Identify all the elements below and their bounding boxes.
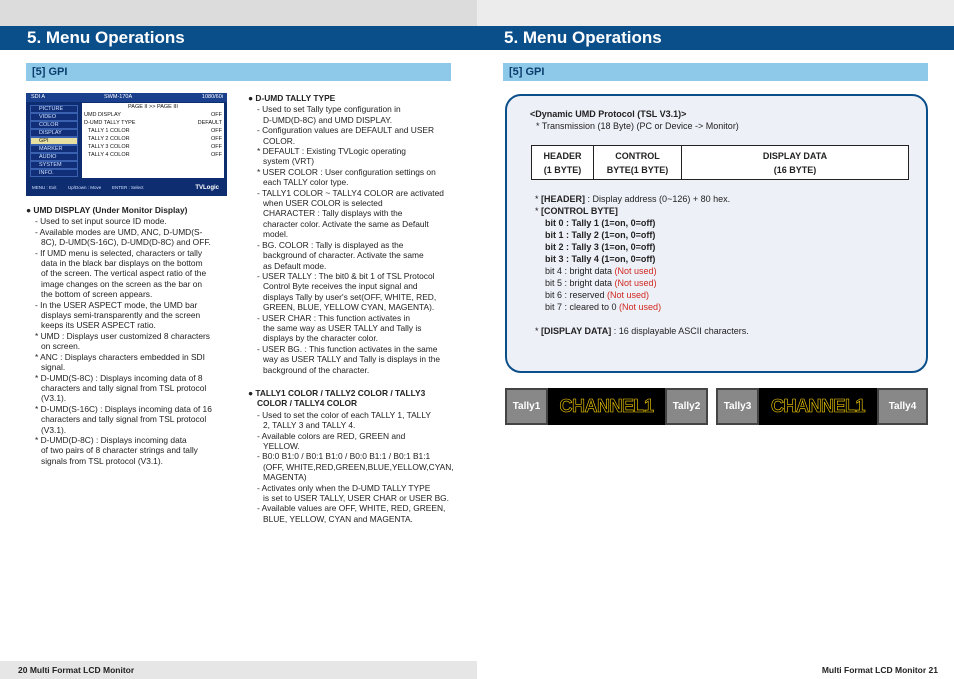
- protocol-sub: * Transmission (18 Byte) (PC or Device -> Monitor): [536, 121, 739, 131]
- text-line: - Used to set the color of each TALLY 1, TALLY: [257, 409, 431, 420]
- menu-row-key: TALLY 2 COLOR: [88, 136, 130, 142]
- star-icon: *: [535, 194, 539, 204]
- table-cell-control: [594, 146, 682, 179]
- bit-line: bit 3 : Tally 4 (1=on, 0=off): [545, 254, 656, 264]
- text-line: - In the USER ASPECT mode, the UMD bar: [35, 299, 198, 310]
- menu-row-value: OFF: [211, 144, 222, 150]
- menu-item-audio[interactable]: AUDIO: [30, 153, 78, 161]
- footer-left: 20 Multi Format LCD Monitor: [0, 661, 477, 679]
- menu-row-value: OFF: [211, 112, 222, 118]
- menu-foot-move: Up/Down : Move: [68, 185, 102, 190]
- menu-foot-select: ENTER : Select: [112, 185, 144, 190]
- text-line: - Activates only when the D-UMD TALLY TYPE: [257, 482, 431, 493]
- text-line: * ANC : Displays characters embedded in SDI: [35, 351, 205, 362]
- text-line: data in the black bar displays on the bottom: [41, 258, 203, 269]
- menu-row[interactable]: [82, 127, 224, 135]
- text-line: - Configuration values are DEFAULT and USER: [257, 125, 435, 136]
- text-line: Control Byte receives the input signal and: [263, 281, 418, 292]
- text-line: model.: [263, 229, 289, 240]
- bit-text: bit 7 : cleared to 0: [545, 302, 620, 312]
- menu-item-video[interactable]: VIDEO: [30, 113, 78, 121]
- bullet-icon: ●: [248, 93, 254, 103]
- cell-line: (16 BYTE): [773, 165, 817, 175]
- table-cell-display: [682, 146, 908, 179]
- menu-item-color[interactable]: COLOR: [30, 121, 78, 129]
- text-line: D-UMD(D-8C) and UMD DISPLAY.: [263, 114, 393, 125]
- menu-row-key: D-UMD TALLY TYPE: [84, 120, 136, 126]
- text-line: background of character. Activate the same: [263, 250, 424, 261]
- menu-row[interactable]: [82, 135, 224, 143]
- not-used-text: (Not used): [619, 302, 662, 312]
- text-line: system (VRT): [263, 156, 315, 167]
- menu-row-key: TALLY 4 COLOR: [88, 152, 130, 158]
- header-desc: : Display address (0~126) + 80 hex.: [585, 194, 731, 204]
- bit-line: bit 2 : Tally 3 (1=on, 0=off): [545, 242, 656, 252]
- text-line: * UMD : Displays user customized 8 characters: [35, 330, 210, 341]
- text-line: of the screen. The vertical aspect ratio of the: [41, 268, 207, 279]
- cell-line: HEADER: [543, 151, 582, 161]
- text-line: on screen.: [41, 341, 81, 352]
- tally-color-title: TALLY1 COLOR / TALLY2 COLOR / TALLY3: [255, 388, 426, 398]
- menu-model: SWM-170A: [104, 94, 133, 100]
- menu-row-value: OFF: [211, 136, 222, 142]
- table-cell-header: [532, 146, 594, 179]
- not-used-text: (Not used): [614, 278, 657, 288]
- section-title-right: [5] GPI: [503, 63, 928, 81]
- menu-row-value: OFF: [211, 152, 222, 158]
- page-title-left: 5. Menu Operations: [0, 26, 477, 50]
- section-title-left: [5] GPI: [26, 63, 451, 81]
- text-line: of two pairs of 8 character strings and tally: [41, 445, 198, 456]
- tally4-box: Tally4: [877, 388, 928, 425]
- text-line: as Default mode.: [263, 260, 327, 271]
- dumd-tally-title: D-UMD TALLY TYPE: [255, 93, 336, 103]
- text-line: - Available values are OFF, WHITE, RED, GREEN,: [257, 503, 446, 514]
- menu-side: [30, 105, 78, 177]
- bit-line: bit 0 : Tally 1 (1=on, 0=off): [545, 218, 656, 228]
- umd-display-title: UMD DISPLAY (Under Monitor Display): [33, 205, 188, 215]
- text-line: - Available modes are UMD, ANC, D-UMD(S-: [35, 226, 203, 237]
- text-line: * DEFAULT : Existing TVLogic operating: [257, 146, 406, 157]
- text-line: displays Tally by user's set(OFF, WHITE, RED,: [263, 291, 437, 302]
- menu-row-value: OFF: [211, 128, 222, 134]
- menu-item-system[interactable]: SYSTEM: [30, 161, 78, 169]
- menu-row-key: UMD DISPLAY: [84, 112, 121, 118]
- dumd-tally-body: [248, 104, 456, 375]
- text-line: background of the character.: [263, 364, 370, 375]
- menu-foot-exit: MENU : Exit: [32, 185, 57, 190]
- menu-screenshot: [26, 93, 227, 196]
- text-line: way as USER TALLY and Tally is displays in the: [263, 354, 441, 365]
- text-line: displays by the character color.: [263, 333, 378, 344]
- text-line: characters and tally signal from TSL protocol: [41, 382, 207, 393]
- menu-page: PAGE II >> PAGE III: [128, 104, 178, 110]
- channel-box-2: CHANNEL1: [759, 388, 877, 425]
- text-line: - Used to set input source ID mode.: [35, 216, 167, 227]
- bit-line: [545, 289, 915, 301]
- bit-text: bit 5 : bright data: [545, 278, 615, 288]
- menu-item-picture[interactable]: PICTURE: [30, 105, 78, 113]
- cell-line: BYTE(1 BYTE): [606, 165, 669, 175]
- page-title-right: 5. Menu Operations: [477, 26, 954, 50]
- umd-display-section: [26, 205, 231, 466]
- menu-row-value: DEFAULT: [197, 120, 222, 126]
- tally-color-title-2: COLOR / TALLY4 COLOR: [257, 398, 358, 409]
- text-line: displays semi-transparently and the screen: [41, 310, 201, 321]
- text-line: 2, TALLY 3 and TALLY 4.: [263, 420, 356, 431]
- text-line: the bottom of screen appears.: [41, 289, 153, 300]
- menu-row[interactable]: [82, 119, 224, 127]
- header-label: [HEADER]: [541, 194, 586, 204]
- bit-line: [545, 277, 915, 289]
- text-line: - TALLY1 COLOR ~ TALLY4 COLOR are activated: [257, 187, 444, 198]
- text-line: is set to USER TALLY, USER CHAR or USER BG.: [263, 493, 450, 504]
- menu-item-marker[interactable]: MARKER: [30, 145, 78, 153]
- protocol-details: [535, 193, 915, 337]
- text-line: * D-UMD(S-16C) : Displays incoming data of 16: [35, 403, 212, 414]
- text-line: BLUE, YELLOW, CYAN and MAGENTA.: [263, 513, 413, 524]
- text-line: GREEN, BLUE, YELLOW CYAN, MAGENTA).: [263, 302, 435, 313]
- text-line: YELLOW.: [263, 441, 300, 452]
- text-line: CHARACTER : Tally displays with the: [263, 208, 403, 219]
- text-line: * USER COLOR : User configuration settings on: [257, 166, 436, 177]
- text-line: * D-UMD(D-8C) : Displays incoming data: [35, 434, 187, 445]
- text-line: (V3.1).: [41, 424, 67, 435]
- bit-line: bit 1 : Tally 2 (1=on, 0=off): [545, 230, 656, 240]
- text-line: MAGENTA): [263, 472, 307, 483]
- text-line: characters and tally signal from TSL protocol: [41, 414, 207, 425]
- menu-item-display[interactable]: DISPLAY: [30, 129, 78, 137]
- star-icon: *: [535, 326, 539, 336]
- text-line: COLOR.: [263, 135, 296, 146]
- top-strip-right: [477, 0, 954, 26]
- text-line: - B0:0 B1:0 / B0:1 B1:0 / B0:0 B1:1 / B0:1 B1:1: [257, 451, 431, 462]
- tally3-box: Tally3: [716, 388, 759, 425]
- bit-text: bit 6 : reserved: [545, 290, 608, 300]
- protocol-table: [531, 145, 909, 180]
- protocol-header: [530, 108, 910, 132]
- text-line: - Used to set Tally type configuration in: [257, 104, 401, 115]
- text-line: keeps its USER ASPECT ratio.: [41, 320, 156, 331]
- menu-panel: [82, 103, 224, 178]
- cell-line: (1 BYTE): [543, 165, 582, 175]
- menu-input: SDI A: [31, 94, 46, 100]
- text-line: each TALLY color type.: [263, 177, 349, 188]
- text-line: (V3.1).: [41, 393, 67, 404]
- text-line: - USER BG. : This function activates in the same: [257, 343, 438, 354]
- menu-row-key: TALLY 1 COLOR: [88, 128, 130, 134]
- menu-row-key: TALLY 3 COLOR: [88, 144, 130, 150]
- menu-item-gpi[interactable]: GPI: [30, 137, 78, 145]
- bullet-icon: ●: [26, 205, 32, 215]
- text-line: character color. Activate the same as Default: [263, 218, 429, 229]
- not-used-text: (Not used): [614, 266, 657, 276]
- star-icon: *: [535, 206, 539, 216]
- menu-row[interactable]: [82, 151, 224, 159]
- menu-format: 1080/60i: [201, 94, 223, 100]
- cell-line: DISPLAY DATA: [762, 151, 828, 161]
- dumd-tally-section: [248, 93, 456, 375]
- text-line: * D-UMD(S-8C) : Displays incoming data of 8: [35, 372, 203, 383]
- text-line: signals from TSL protocol (V3.1).: [41, 455, 163, 466]
- menu-footer: [30, 185, 223, 192]
- tally1-box: Tally1: [505, 388, 548, 425]
- text-line: - USER CHAR : This function activates in: [257, 312, 410, 323]
- text-line: - BG. COLOR : Tally is displayed as the: [257, 239, 404, 250]
- tvlogic-logo: TVLogic: [195, 185, 219, 191]
- tally-color-section: [248, 388, 456, 524]
- bit-line: [545, 301, 915, 313]
- bullet-icon: ●: [248, 388, 254, 398]
- menu-header: [26, 93, 227, 102]
- display-desc: : 16 displayable ASCII characters.: [611, 326, 749, 336]
- bit-line: [545, 265, 915, 277]
- protocol-title: <Dynamic UMD Protocol (TSL V3.1)>: [530, 109, 687, 119]
- umd-display-body: [26, 216, 231, 466]
- not-used-text: (Not used): [607, 290, 650, 300]
- text-line: 8C), D-UMD(S-16C), D-UMD(D-8C) and OFF.: [41, 237, 211, 248]
- menu-item-info[interactable]: INFO.: [30, 169, 78, 177]
- control-label: [CONTROL BYTE]: [541, 206, 618, 216]
- menu-row[interactable]: [82, 143, 224, 151]
- menu-row[interactable]: [82, 111, 224, 119]
- text-line: when USER COLOR is selected: [263, 198, 383, 209]
- text-line: - USER TALLY : The bit0 & bit 1 of TSL Protocol: [257, 270, 435, 281]
- channel-box-1: CHANNEL1: [548, 388, 665, 425]
- tally2-box: Tally2: [665, 388, 708, 425]
- text-line: image changes on the screen as the bar on: [41, 278, 203, 289]
- display-label: [DISPLAY DATA]: [541, 326, 612, 336]
- bit-text: bit 4 : bright data: [545, 266, 615, 276]
- text-line: the same way as USER TALLY and Tally is: [263, 322, 422, 333]
- text-line: (OFF, WHITE,RED,GREEN,BLUE,YELLOW,CYAN,: [263, 461, 454, 472]
- text-line: signal.: [41, 362, 66, 373]
- footer-right: Multi Format LCD Monitor 21: [477, 661, 954, 679]
- cell-line: CONTROL: [615, 151, 660, 161]
- tally-color-body: [248, 410, 456, 524]
- text-line: - Available colors are RED, GREEN and: [257, 430, 406, 441]
- top-strip-left: [0, 0, 477, 26]
- text-line: - If UMD menu is selected, characters or tally: [35, 247, 203, 258]
